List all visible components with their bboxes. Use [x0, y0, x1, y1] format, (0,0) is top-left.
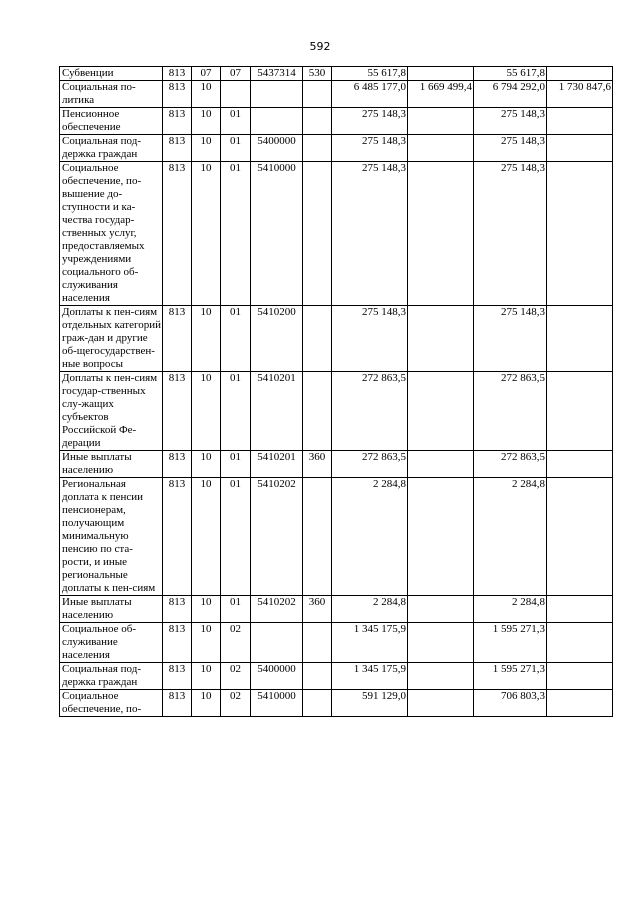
cell-name: Социальная по-литика	[60, 81, 163, 108]
cell-sum-1: 1 345 175,9	[332, 663, 408, 690]
cell-sum-2: 272 863,5	[474, 451, 547, 478]
cell-sum-1: 275 148,3	[332, 162, 408, 306]
cell-target-article	[251, 623, 303, 663]
table-row	[60, 372, 613, 451]
table-row	[60, 162, 613, 306]
cell-sum-2: 275 148,3	[474, 306, 547, 372]
cell-subsection: 01	[221, 306, 251, 372]
table-row	[60, 306, 613, 372]
cell-sum-2-incl	[547, 451, 613, 478]
cell-expense-type	[303, 372, 332, 451]
cell-name: Иные выплаты населению	[60, 596, 163, 623]
table-row	[60, 108, 613, 135]
cell-sum-2-incl	[547, 108, 613, 135]
budget-table	[59, 66, 613, 717]
cell-sum-1-incl	[408, 663, 474, 690]
cell-sum-1: 2 284,8	[332, 596, 408, 623]
table-row	[60, 596, 613, 623]
cell-sum-1: 272 863,5	[332, 451, 408, 478]
cell-section: 10	[192, 108, 221, 135]
cell-sum-1: 591 129,0	[332, 690, 408, 717]
cell-expense-type	[303, 690, 332, 717]
cell-name: Доплаты к пен-сиям государ-ственных слу-жащих субъектов Российской Фе-дерации	[60, 372, 163, 451]
cell-sum-1-incl: 1 669 499,4	[408, 81, 474, 108]
cell-name: Доплаты к пен-сиям отдельных категорий граж-дан и другие об-щегосударствен-ные вопросы	[60, 306, 163, 372]
cell-subsection: 01	[221, 596, 251, 623]
cell-section: 07	[192, 67, 221, 81]
cell-grbs: 813	[163, 162, 192, 306]
cell-target-article: 5410000	[251, 162, 303, 306]
cell-sum-1-incl	[408, 623, 474, 663]
cell-sum-1: 272 863,5	[332, 372, 408, 451]
cell-sum-1: 275 148,3	[332, 135, 408, 162]
cell-target-article: 5410201	[251, 451, 303, 478]
cell-section: 10	[192, 596, 221, 623]
cell-section: 10	[192, 81, 221, 108]
cell-sum-2: 1 595 271,3	[474, 623, 547, 663]
cell-sum-1: 1 345 175,9	[332, 623, 408, 663]
cell-sum-1-incl	[408, 67, 474, 81]
table-row	[60, 135, 613, 162]
cell-grbs: 813	[163, 67, 192, 81]
table-row	[60, 690, 613, 717]
cell-subsection: 01	[221, 372, 251, 451]
cell-sum-1-incl	[408, 596, 474, 623]
cell-grbs: 813	[163, 108, 192, 135]
cell-sum-1-incl	[408, 306, 474, 372]
cell-sum-1-incl	[408, 108, 474, 135]
cell-sum-2-incl	[547, 67, 613, 81]
cell-sum-2-incl	[547, 690, 613, 717]
cell-sum-1: 275 148,3	[332, 108, 408, 135]
cell-section: 10	[192, 690, 221, 717]
cell-target-article: 5410202	[251, 478, 303, 596]
cell-target-article: 5437314	[251, 67, 303, 81]
cell-sum-2-incl	[547, 162, 613, 306]
page-number: 592	[309, 40, 331, 53]
cell-sum-2: 706 803,3	[474, 690, 547, 717]
cell-target-article: 5410200	[251, 306, 303, 372]
cell-expense-type: 530	[303, 67, 332, 81]
cell-expense-type	[303, 108, 332, 135]
cell-sum-2: 2 284,8	[474, 478, 547, 596]
cell-sum-1-incl	[408, 372, 474, 451]
cell-sum-2: 55 617,8	[474, 67, 547, 81]
cell-section: 10	[192, 162, 221, 306]
cell-expense-type	[303, 162, 332, 306]
cell-subsection: 01	[221, 135, 251, 162]
cell-grbs: 813	[163, 596, 192, 623]
cell-expense-type: 360	[303, 451, 332, 478]
cell-subsection: 01	[221, 478, 251, 596]
cell-section: 10	[192, 306, 221, 372]
cell-sum-2: 2 284,8	[474, 596, 547, 623]
cell-target-article	[251, 108, 303, 135]
cell-name: Субвенции	[60, 67, 163, 81]
cell-sum-2: 275 148,3	[474, 108, 547, 135]
table-row	[60, 623, 613, 663]
cell-grbs: 813	[163, 623, 192, 663]
cell-subsection: 07	[221, 67, 251, 81]
cell-sum-2: 275 148,3	[474, 135, 547, 162]
cell-target-article	[251, 81, 303, 108]
cell-name: Иные выплаты населению	[60, 451, 163, 478]
cell-expense-type	[303, 306, 332, 372]
cell-grbs: 813	[163, 306, 192, 372]
cell-expense-type	[303, 478, 332, 596]
cell-expense-type	[303, 135, 332, 162]
table-row	[60, 81, 613, 108]
cell-section: 10	[192, 135, 221, 162]
cell-sum-1-incl	[408, 690, 474, 717]
cell-subsection	[221, 81, 251, 108]
cell-sum-2-incl: 1 730 847,6	[547, 81, 613, 108]
cell-grbs: 813	[163, 135, 192, 162]
cell-sum-2-incl	[547, 372, 613, 451]
cell-target-article: 5410202	[251, 596, 303, 623]
cell-name: Социальная под-держка граждан	[60, 663, 163, 690]
cell-target-article: 5410201	[251, 372, 303, 451]
cell-target-article: 5410000	[251, 690, 303, 717]
table-row	[60, 451, 613, 478]
cell-sum-2-incl	[547, 663, 613, 690]
cell-expense-type	[303, 663, 332, 690]
cell-name: Социальное об-служивание населения	[60, 623, 163, 663]
cell-section: 10	[192, 372, 221, 451]
cell-sum-2-incl	[547, 623, 613, 663]
cell-sum-1-incl	[408, 162, 474, 306]
cell-sum-2: 272 863,5	[474, 372, 547, 451]
cell-subsection: 02	[221, 623, 251, 663]
cell-grbs: 813	[163, 451, 192, 478]
table-row	[60, 478, 613, 596]
cell-sum-2-incl	[547, 306, 613, 372]
cell-section: 10	[192, 478, 221, 596]
table-row	[60, 67, 613, 81]
cell-sum-2-incl	[547, 596, 613, 623]
cell-subsection: 02	[221, 690, 251, 717]
cell-grbs: 813	[163, 690, 192, 717]
cell-sum-2: 275 148,3	[474, 162, 547, 306]
cell-sum-2: 6 794 292,0	[474, 81, 547, 108]
cell-name: Пенсионное обеспечение	[60, 108, 163, 135]
cell-target-article: 5400000	[251, 663, 303, 690]
cell-target-article: 5400000	[251, 135, 303, 162]
cell-section: 10	[192, 623, 221, 663]
cell-grbs: 813	[163, 663, 192, 690]
cell-name: Региональная доплата к пенсии пенсионерам, получающим минимальную пенсию по ста-рости, и иные региональные доплаты к пен-сиям	[60, 478, 163, 596]
cell-name: Социальная под-держка граждан	[60, 135, 163, 162]
cell-sum-1: 2 284,8	[332, 478, 408, 596]
cell-sum-2: 1 595 271,3	[474, 663, 547, 690]
cell-sum-2-incl	[547, 478, 613, 596]
cell-sum-1: 6 485 177,0	[332, 81, 408, 108]
cell-sum-1-incl	[408, 478, 474, 596]
cell-sum-1-incl	[408, 135, 474, 162]
cell-section: 10	[192, 663, 221, 690]
cell-sum-1: 275 148,3	[332, 306, 408, 372]
cell-name: Социальное обеспечение, по-	[60, 690, 163, 717]
cell-sum-1-incl	[408, 451, 474, 478]
cell-expense-type	[303, 623, 332, 663]
table-row	[60, 663, 613, 690]
cell-section: 10	[192, 451, 221, 478]
cell-sum-1: 55 617,8	[332, 67, 408, 81]
cell-subsection: 01	[221, 162, 251, 306]
cell-sum-2-incl	[547, 135, 613, 162]
cell-grbs: 813	[163, 478, 192, 596]
cell-expense-type	[303, 81, 332, 108]
cell-grbs: 813	[163, 81, 192, 108]
cell-subsection: 02	[221, 663, 251, 690]
cell-name: Социальное обеспечение, по-вышение до-ступности и ка-чества государ-ственных услуг, предоставляемых учреждениями социального об-служивания населения	[60, 162, 163, 306]
cell-subsection: 01	[221, 451, 251, 478]
cell-expense-type: 360	[303, 596, 332, 623]
cell-grbs: 813	[163, 372, 192, 451]
cell-subsection: 01	[221, 108, 251, 135]
